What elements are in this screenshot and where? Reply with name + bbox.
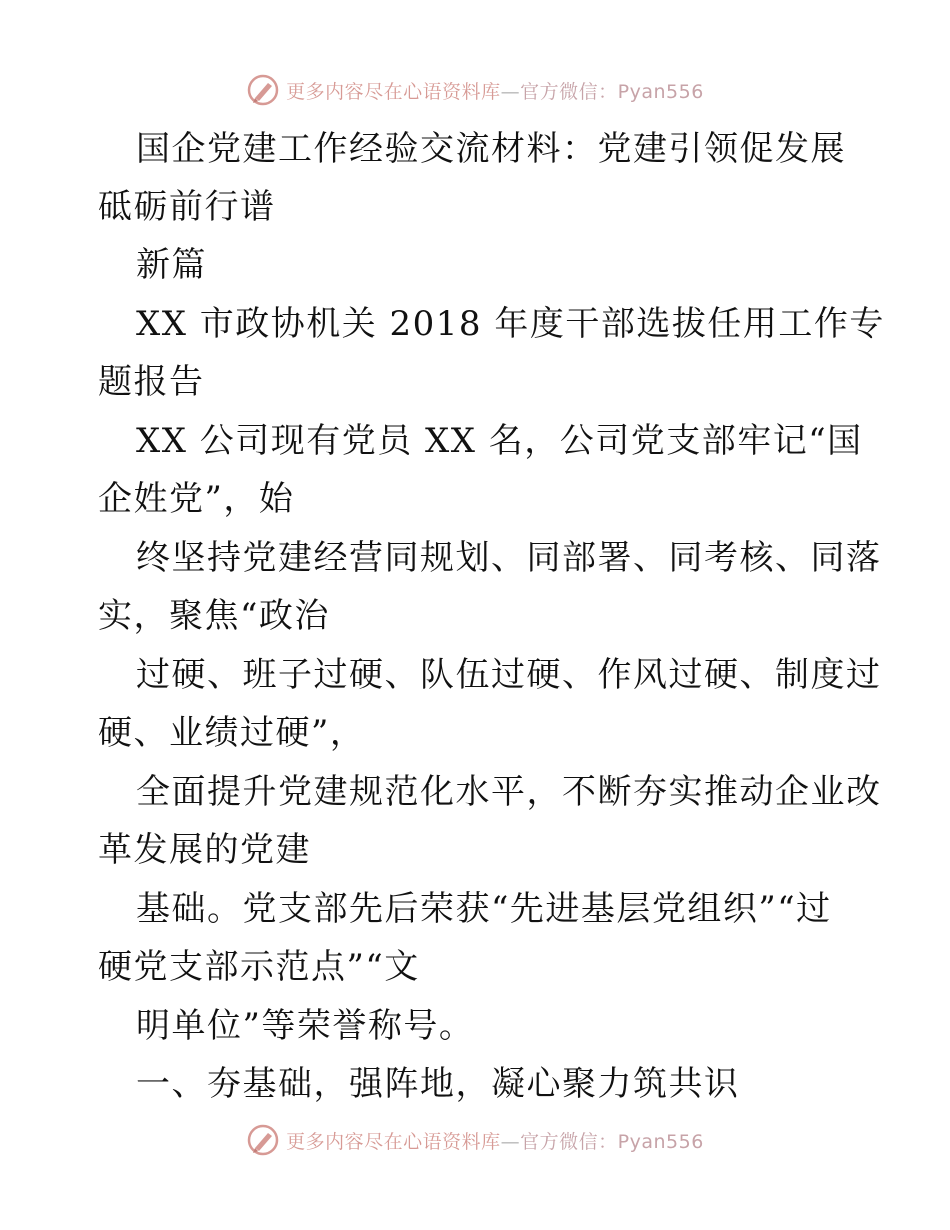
paragraph-line: 全面提升党建规范化水平，不断夯实推动企业改 — [136, 772, 882, 812]
footer-watermark — [0, 1120, 950, 1160]
paragraph-line: 硬党支部示范点”“文 — [98, 947, 420, 987]
watermark-text — [286, 1127, 704, 1154]
header-watermark — [0, 70, 950, 110]
paragraph-line: 基础。党支部先后荣获“先进基层党组织”“过 — [136, 889, 832, 929]
document-title-line-1: 国企党建工作经验交流材料：党建引领促发展 — [136, 129, 846, 169]
paragraph-line: 实，聚焦“政治 — [98, 596, 330, 636]
paragraph-line: 题报告 — [98, 362, 205, 402]
paragraph-line: 硬、业绩过硬”， — [98, 713, 366, 753]
watermark-separator: — — [500, 1130, 521, 1153]
paragraph-line: XX 公司现有党员 XX 名，公司党支部牢记“国 — [136, 421, 863, 461]
paragraph-line: XX 市政协机关 2018 年度干部选拔任用工作专 — [136, 304, 885, 344]
document-title-line-2: 砥砺前行谱 — [98, 187, 276, 227]
watermark-separator: — — [500, 80, 521, 103]
watermark-contact-text: 官方微信：Pyan556 — [520, 1130, 704, 1153]
watermark-main-text: 更多内容尽在心语资料库 — [286, 80, 501, 103]
document-title-line-3: 新篇 — [136, 245, 207, 285]
paragraph-line: 革发展的党建 — [98, 830, 311, 870]
pen-circle-logo-icon — [246, 1123, 280, 1157]
paragraph-line: 过硬、班子过硬、队伍过硬、作风过硬、制度过 — [136, 655, 882, 695]
pen-circle-logo-icon — [246, 73, 280, 107]
watermark-text — [286, 77, 704, 104]
paragraph-line: 明单位”等荣誉称号。 — [136, 1006, 475, 1046]
watermark-contact-text: 官方微信：Pyan556 — [520, 80, 704, 103]
section-heading: 一、夯基础，强阵地，凝心聚力筑共识 — [136, 1064, 740, 1104]
paragraph-line: 终坚持党建经营同规划、同部署、同考核、同落 — [136, 538, 882, 578]
paragraph-line: 企姓党”，始 — [98, 479, 295, 519]
watermark-main-text: 更多内容尽在心语资料库 — [286, 1130, 501, 1153]
